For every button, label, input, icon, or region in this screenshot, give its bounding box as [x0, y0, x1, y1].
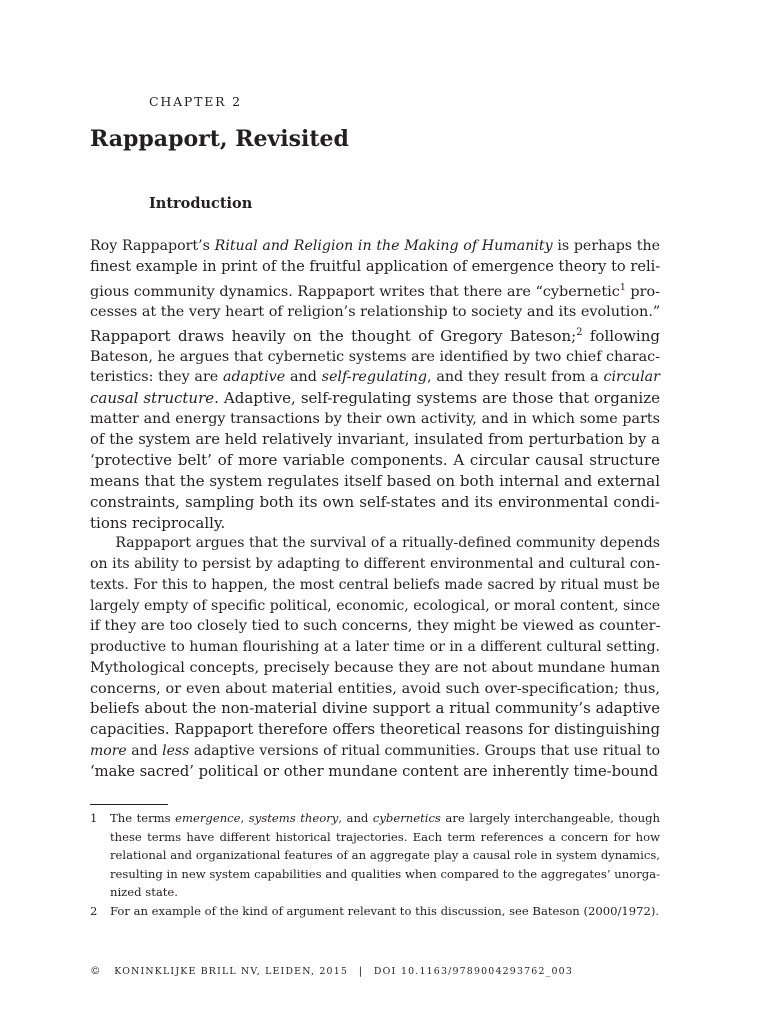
footnote — [90, 809, 660, 902]
text-run: Rappaport draws heavily on the thought of Gregory Bateson; — [90, 326, 577, 345]
text-line — [90, 471, 660, 492]
text-run: beliefs about the non-material divine support a ritual community’s adaptive — [90, 700, 660, 718]
footnote-line — [110, 865, 660, 884]
text-run: ‘make sacred’ political or other mundane content are inherently time-bound — [90, 762, 659, 780]
text-line — [90, 720, 660, 741]
text-line — [90, 257, 660, 278]
italic-text: cybernetics — [372, 811, 441, 825]
italic-text: causal structure — [90, 389, 215, 408]
text-run: capacities. Rappaport therefore offers theoretical reasons for distinguishing — [90, 721, 660, 739]
text-run: , and they result from a — [427, 369, 604, 386]
text-run: and — [285, 369, 322, 386]
footnote-number: 2 — [90, 903, 98, 918]
text-line — [90, 554, 660, 575]
text-run: largely empty of specific political, economic, ecological, or moral content, since — [90, 597, 661, 614]
text-line — [90, 236, 660, 257]
page-footer — [90, 965, 573, 977]
text-line — [90, 302, 660, 323]
footnote-line — [110, 902, 660, 921]
text-run: nized state. — [110, 885, 178, 900]
text-line — [90, 367, 660, 388]
italic-text: circular — [603, 369, 660, 386]
text-line — [90, 513, 660, 534]
text-run: resulting in new system capabilities and qualities when compared to the aggregates’ unorga- — [110, 866, 660, 881]
text-line — [90, 699, 660, 720]
footnote-rule — [90, 804, 168, 805]
footnote-line — [110, 828, 660, 847]
text-run: Bateson, he argues that cybernetic systems are identified by two chief charac- — [90, 348, 660, 365]
italic-text: Ritual and Religion in the Making of Humanity — [214, 238, 553, 254]
text-run: For an example of the kind of argument relevant to this discussion, see Bateson (2000/1972). — [110, 903, 660, 918]
paragraph — [90, 236, 660, 533]
footnote-line — [110, 846, 660, 865]
text-line — [90, 278, 660, 303]
text-run: teristics: they are — [90, 369, 223, 386]
text-line — [90, 347, 660, 368]
doi-value: 10.1163/9789004293762_003 — [400, 966, 574, 977]
text-line — [90, 430, 660, 451]
text-run: Rappaport argues that the survival of a ritually-defined community depends — [115, 535, 660, 552]
text-line — [90, 450, 660, 471]
footer-separator: | — [358, 965, 364, 977]
italic-text: self-regulating — [321, 369, 428, 386]
copyright-symbol: © — [90, 965, 102, 977]
text-run: are largely interchangeable, though — [440, 811, 660, 825]
text-run: concerns, or even about material entities, avoid such over-specification; thus, — [90, 680, 660, 697]
text-run: , — [240, 811, 249, 825]
text-line — [90, 492, 660, 513]
text-run: matter and energy transactions by their own activity, and in which some parts — [90, 410, 660, 427]
section-heading: Introduction — [149, 195, 253, 212]
text-line — [90, 658, 660, 679]
publisher-notice: KONINKLIJKE BRILL NV, LEIDEN, 2015 — [114, 966, 349, 977]
text-run: gious community dynamics. Rappaport writes that there are “cybernetic — [90, 283, 620, 300]
text-run: constraints, sampling both its own self-states and its environmental condi- — [90, 492, 660, 511]
text-run: The terms — [110, 811, 176, 825]
text-run: and — [126, 742, 163, 759]
text-run: , and — [338, 811, 373, 825]
text-run: on its ability to persist by adapting to different environmental and cultural con- — [90, 556, 660, 573]
text-line — [90, 762, 660, 783]
text-run: finest example in print of the fruitful application of emergence theory to reli- — [90, 257, 661, 275]
footnote-line — [110, 883, 660, 902]
text-run: cesses at the very heart of religion’s relationship to society and its evolution.” — [90, 304, 661, 321]
text-line — [90, 533, 660, 554]
footnotes — [90, 809, 660, 921]
doi-label: DOI — [373, 966, 397, 977]
text-run: texts. For this to happen, the most central beliefs made sacred by ritual must be — [90, 576, 660, 593]
text-run: these terms have different historical trajectories. Each term references a concern for how — [110, 829, 660, 844]
text-run: of the system are held relatively invariant, insulated from perturbation by a — [90, 430, 660, 448]
text-run: is perhaps the — [552, 238, 660, 254]
text-run: pro- — [625, 283, 660, 300]
italic-text: emergence — [175, 811, 241, 825]
text-run: Roy Rappaport’s — [90, 238, 215, 254]
text-run: means that the system regulates itself based on both internal and external — [90, 472, 660, 491]
italic-text: more — [90, 742, 127, 759]
footnote — [90, 902, 660, 921]
text-run: adaptive versions of ritual communities. Groups that use ritual to — [189, 742, 660, 759]
text-run: relational and organizational features of an aggregate play a causal role in system dynamics, — [110, 848, 660, 863]
text-line — [90, 637, 660, 658]
paragraph — [90, 533, 660, 782]
footnote-line — [110, 809, 660, 828]
chapter-title: Rappaport, Revisited — [90, 126, 349, 152]
text-run: ‘protective belt’ of more variable components. A circular causal structure — [90, 451, 660, 470]
text-run: . Adaptive, self-regulating systems are those that organize — [214, 389, 660, 408]
text-line — [90, 575, 660, 596]
text-line — [90, 323, 660, 347]
text-line — [90, 596, 660, 617]
text-run: tions reciprocally. — [90, 513, 226, 532]
italic-text: less — [162, 742, 190, 759]
text-line — [90, 409, 660, 430]
text-line — [90, 388, 660, 409]
body-text — [90, 236, 660, 782]
chapter-label: CHAPTER 2 — [149, 94, 242, 109]
footnote-number: 1 — [90, 811, 98, 825]
text-line — [90, 616, 660, 637]
italic-text: adaptive — [223, 369, 286, 386]
text-run: Mythological concepts, precisely because they are not about mundane human — [90, 659, 660, 676]
text-line — [90, 679, 660, 700]
text-line — [90, 741, 660, 762]
footnote-marker: 2 — [576, 326, 583, 338]
italic-text: systems theory — [248, 811, 339, 825]
text-run: following — [582, 326, 660, 345]
text-run: if they are too closely tied to such concerns, they might be viewed as counter- — [90, 618, 661, 635]
footnote-marker: 1 — [619, 281, 626, 293]
text-run: productive to human flourishing at a later time or in a different cultural setting. — [90, 639, 660, 656]
